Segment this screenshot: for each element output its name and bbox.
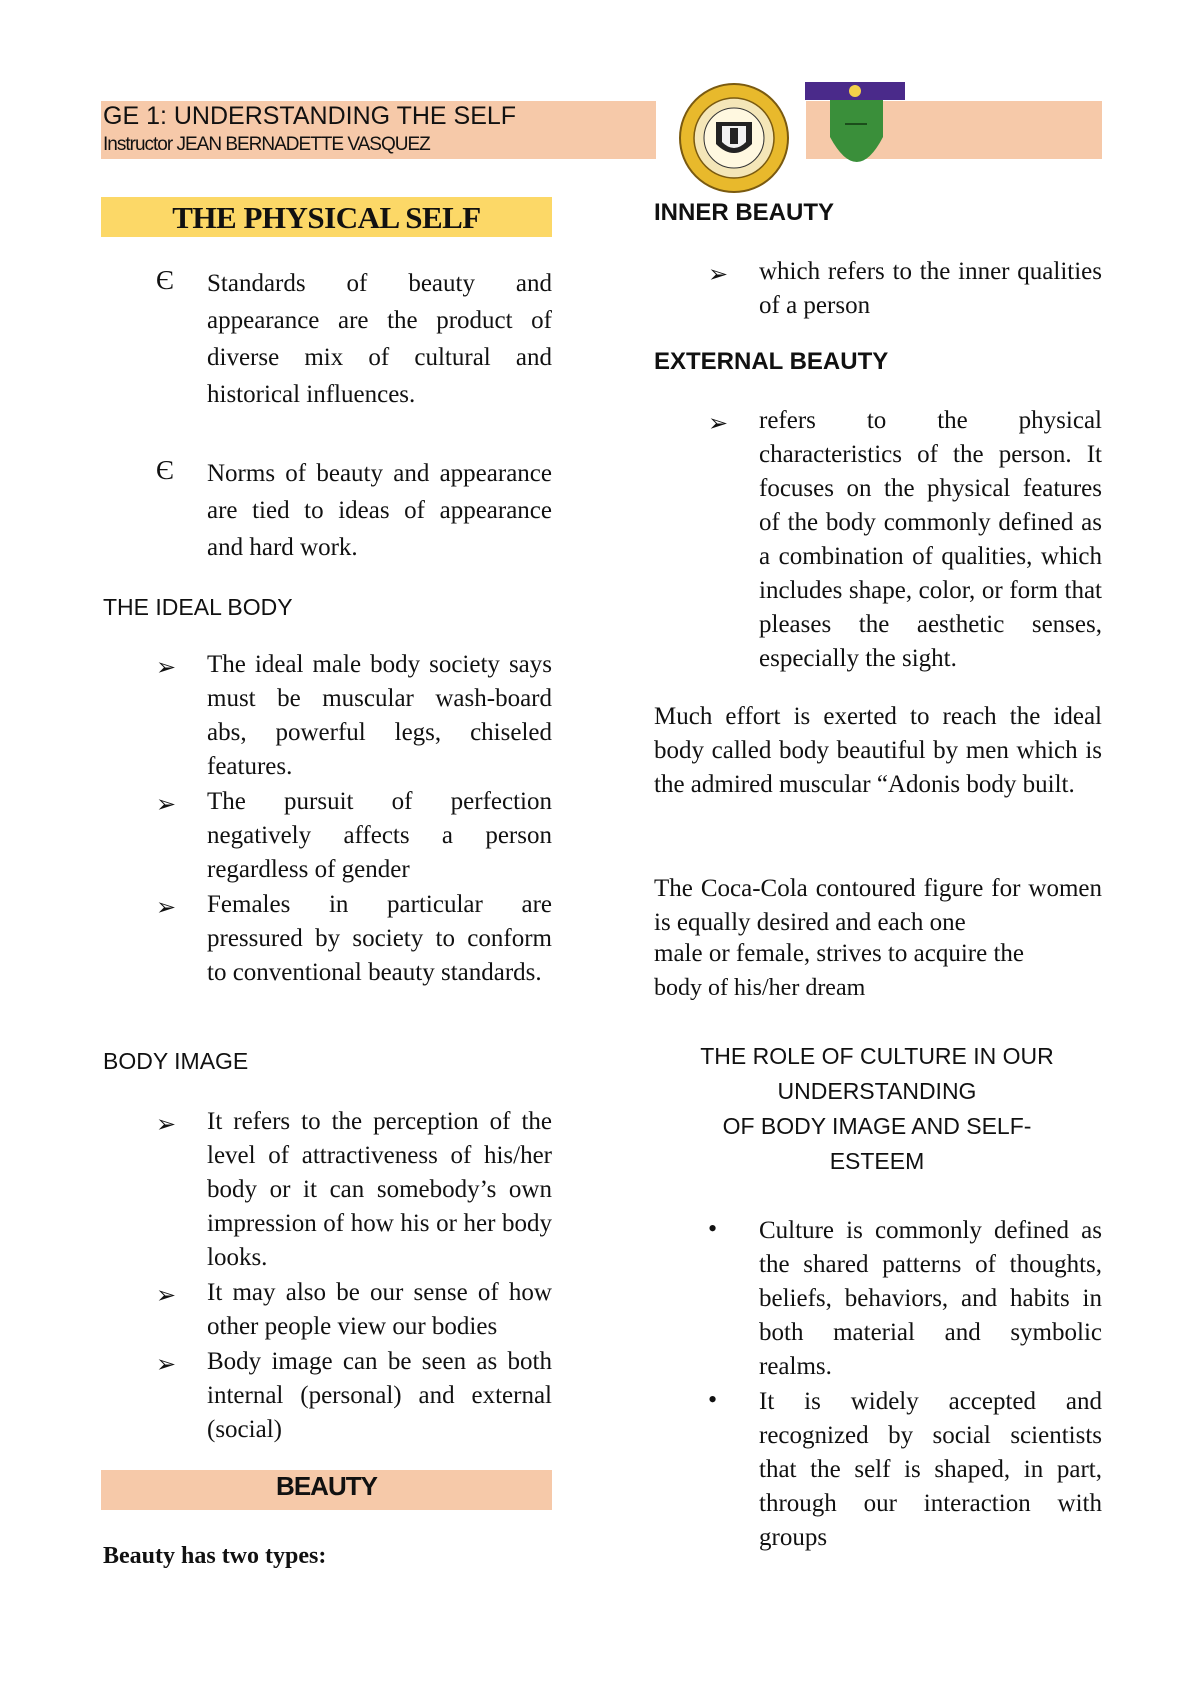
body-paragraph: Much effort is exerted to reach the ideal body called body beautiful by men which is the admired muscular “Adonis body built. <box>654 703 1102 798</box>
culture-heading-line: THE ROLE OF CULTURE IN OUR <box>700 1043 1054 1069</box>
section-title: THE PHYSICAL SELF <box>172 200 481 235</box>
list-item: It refers to the perception of the level of attractiveness of his/her body or it can somebody’s own impression of how his or her body looks. <box>207 1108 552 1271</box>
list-item: The pursuit of perfection negatively affects a person regardless of gender <box>207 788 552 883</box>
ideal-body-heading: THE IDEAL BODY <box>103 594 293 620</box>
body-paragraph-line: male or female, strives to acquire the <box>654 940 1024 967</box>
intro-paragraph: Standards of beauty and appearance are the product of diverse mix of cultural and historical influences. <box>207 270 552 408</box>
body-image-heading: BODY IMAGE <box>103 1048 249 1074</box>
culture-heading-line: OF BODY IMAGE AND SELF- <box>722 1113 1032 1139</box>
list-item: Culture is commonly defined as the shared patterns of thoughts, beliefs, behaviors, and habits in both material and symbolic realms. <box>759 1217 1102 1380</box>
epsilon-bullet-icon: Є <box>156 265 174 295</box>
course-title: GE 1: UNDERSTANDING THE SELF <box>103 102 517 130</box>
body-paragraph: The Coca-Cola contoured figure for women is equally desired and each one <box>654 875 1102 936</box>
arrow-bullet-icon: ➢ <box>156 1112 177 1138</box>
arrow-bullet-icon: ➢ <box>156 1352 177 1378</box>
list-item: Females in particular are pressured by society to conform to conventional beauty standards. <box>207 891 552 986</box>
list-item: It may also be our sense of how other people view our bodies <box>207 1279 552 1340</box>
beauty-types-text: Beauty has two types: <box>103 1543 327 1569</box>
university-seal-icon <box>678 82 790 194</box>
list-item: It is widely accepted and recognized by social scientists that the self is shaped, in part, through our interaction with groups <box>759 1388 1102 1551</box>
list-item: refers to the physical characteristics of the person. It focuses on the physical features of the body commonly defined as a combination of qualities, which includes shape, color, or form that pleases the aesthetic senses, especially the sight. <box>759 407 1102 672</box>
arrow-bullet-icon: ➢ <box>156 655 177 681</box>
list-item: The ideal male body society says must be muscular wash-board abs, powerful legs, chiseled features. <box>207 651 552 780</box>
culture-heading-line: UNDERSTANDING <box>777 1078 977 1104</box>
arrow-bullet-icon: ➢ <box>156 792 177 818</box>
arrow-bullet-icon: ➢ <box>708 411 729 437</box>
external-beauty-heading: EXTERNAL BEAUTY <box>654 348 889 375</box>
arrow-bullet-icon: ➢ <box>156 895 177 921</box>
list-item: Body image can be seen as both internal (personal) and external (social) <box>207 1348 552 1443</box>
college-shield-icon <box>805 82 905 192</box>
beauty-heading: BEAUTY <box>276 1471 377 1501</box>
epsilon-bullet-icon: Є <box>156 455 174 485</box>
list-item: which refers to the inner qualities of a person <box>759 258 1102 319</box>
dot-bullet-icon: • <box>708 1385 718 1414</box>
body-paragraph-line: body of his/her dream <box>654 975 866 1001</box>
instructor-name: Instructor JEAN BERNADETTE VASQUEZ <box>103 134 430 155</box>
culture-heading-line: ESTEEM <box>829 1148 925 1174</box>
arrow-bullet-icon: ➢ <box>156 1283 177 1309</box>
inner-beauty-heading: INNER BEAUTY <box>654 199 835 226</box>
intro-paragraph: Norms of beauty and appearance are tied to ideas of appearance and hard work. <box>207 460 552 561</box>
arrow-bullet-icon: ➢ <box>708 262 729 288</box>
dot-bullet-icon: • <box>708 1214 718 1243</box>
